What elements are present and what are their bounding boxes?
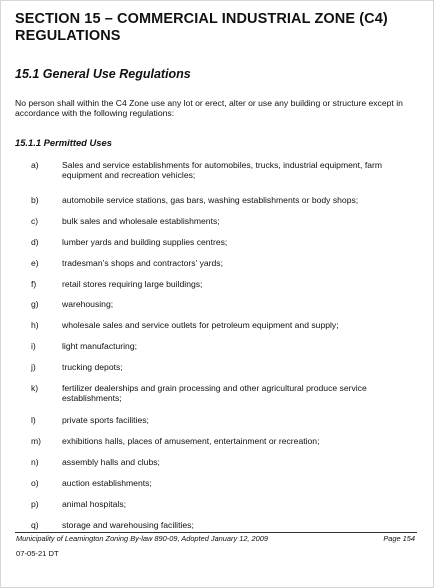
list-marker: e) — [31, 258, 39, 268]
list-item-text: bulk sales and wholesale establishments; — [62, 216, 220, 226]
list-item-text: auction establishments; — [62, 478, 152, 488]
list-marker: b) — [31, 195, 39, 205]
list-marker: m) — [31, 436, 42, 446]
list-item-text: animal hospitals; — [62, 499, 127, 509]
footer-page-number: Page 154 — [383, 534, 415, 543]
list-marker: h) — [31, 320, 39, 330]
list-item-text: trucking depots; — [62, 362, 123, 372]
list-item-text: wholesale sales and service outlets for petroleum equipment and supply; — [62, 320, 339, 330]
intro-paragraph: No person shall within the C4 Zone use any lot or erect, alter or use any building or structure except in accordance with the following regulations: — [15, 98, 403, 118]
list-marker: c) — [31, 216, 39, 226]
list-item-text: fertilizer dealerships and grain processing and other agricultural produce service establishments; — [62, 383, 367, 403]
list-marker: a) — [31, 160, 39, 170]
permitted-uses-list — [1, 1, 434, 541]
list-marker: j) — [31, 362, 36, 372]
list-item-text: storage and warehousing facilities; — [62, 520, 194, 530]
list-item-text: private sports facilities; — [62, 415, 149, 425]
section-title: SECTION 15 – COMMERCIAL INDUSTRIAL ZONE (C4) REGULATIONS — [15, 11, 388, 44]
footer-bylaw-reference: Municipality of Leamington Zoning By-law 890-09, Adopted January 12, 2009 — [16, 534, 268, 543]
list-item-text: assembly halls and clubs; — [62, 457, 160, 467]
list-marker: i) — [31, 341, 36, 351]
list-marker: q) — [31, 520, 39, 530]
list-marker: p) — [31, 499, 39, 509]
permitted-uses-heading: 15.1.1 Permitted Uses — [15, 137, 112, 148]
document-code: 07-05-21 DT — [16, 549, 59, 558]
list-marker: l) — [31, 415, 36, 425]
list-item-text: retail stores requiring large buildings; — [62, 279, 203, 289]
footer-divider — [15, 532, 417, 533]
list-item-text: automobile service stations, gas bars, washing establishments or body shops; — [62, 195, 359, 205]
list-marker: n) — [31, 457, 39, 467]
subsection-title: 15.1 General Use Regulations — [15, 67, 191, 81]
list-marker: o) — [31, 478, 39, 488]
list-item-text: lumber yards and building supplies centres; — [62, 237, 228, 247]
list-marker: k) — [31, 383, 39, 393]
list-marker: f) — [31, 279, 37, 289]
list-marker: g) — [31, 299, 39, 309]
list-item-text: tradesman’s shops and contractors’ yards; — [62, 258, 223, 268]
list-marker: d) — [31, 237, 39, 247]
list-item-text: exhibitions halls, places of amusement, entertainment or recreation; — [62, 436, 320, 446]
list-item-text: Sales and service establishments for automobiles, trucks, industrial equipment, farm equipment and recreation vehicles; — [62, 160, 383, 180]
list-item-text: warehousing; — [62, 299, 114, 309]
list-item-text: light manufacturing; — [62, 341, 137, 351]
